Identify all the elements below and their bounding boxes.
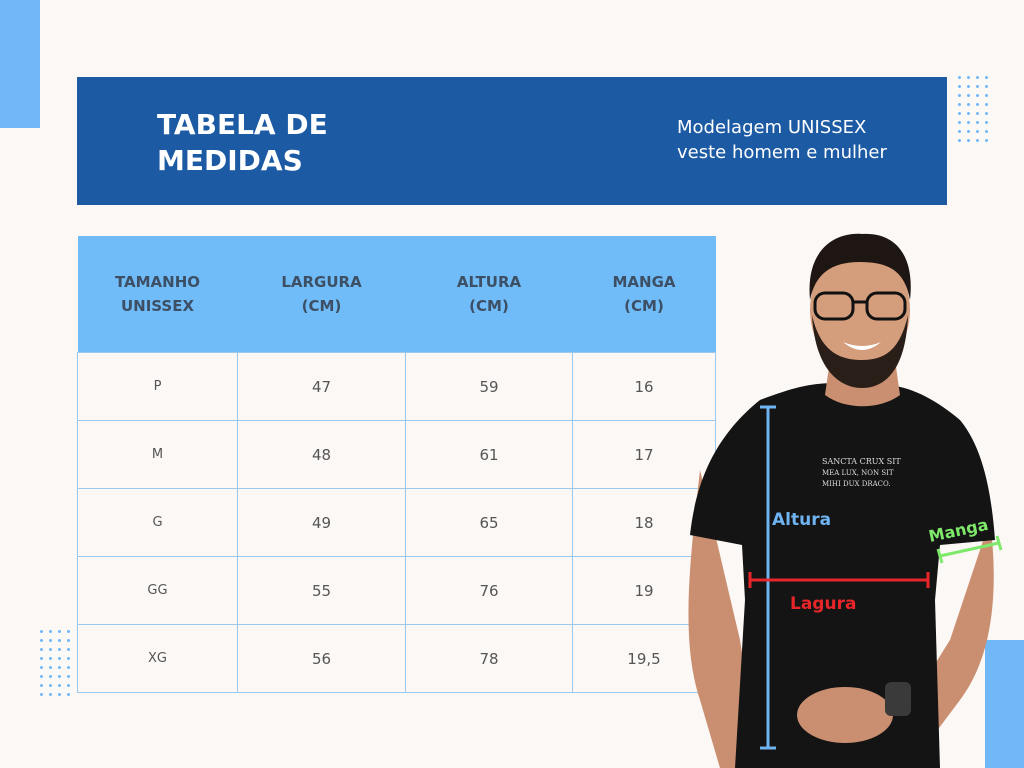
page-title: TABELA DE MEDIDAS bbox=[157, 108, 328, 177]
cell-width: 47 bbox=[238, 353, 406, 421]
table-row bbox=[78, 557, 716, 625]
cell-sleeve: 18 bbox=[573, 489, 716, 557]
table-row bbox=[78, 625, 716, 693]
cell-height: 78 bbox=[406, 625, 573, 693]
cell-width: 56 bbox=[238, 625, 406, 693]
cell-sleeve: 16 bbox=[573, 353, 716, 421]
cell-width: 55 bbox=[238, 557, 406, 625]
header-line: TAMANHO bbox=[114, 273, 201, 291]
table-row bbox=[78, 489, 716, 557]
header-line: (CM) bbox=[624, 297, 664, 315]
cell-size: M bbox=[78, 421, 238, 489]
watch-icon bbox=[885, 682, 911, 716]
cell-size: P bbox=[78, 353, 238, 421]
width-label: Lagura bbox=[790, 594, 857, 614]
cell-height: 65 bbox=[406, 489, 573, 557]
header-width bbox=[238, 236, 406, 353]
decor-block-top-left bbox=[0, 0, 40, 128]
cell-height: 76 bbox=[406, 557, 573, 625]
cell-sleeve: 17 bbox=[573, 421, 716, 489]
cell-height: 59 bbox=[406, 353, 573, 421]
shirt-print-line: MEA LUX, NON SIT bbox=[822, 469, 894, 477]
header-banner bbox=[77, 77, 947, 205]
shirt-print-line: SANCTA CRUX SIT bbox=[822, 457, 901, 466]
cell-size: XG bbox=[78, 625, 238, 693]
subtitle-line-1: Modelagem UNISSEX bbox=[677, 117, 867, 138]
cell-width: 49 bbox=[238, 489, 406, 557]
cell-width: 48 bbox=[238, 421, 406, 489]
sleeve-measure-cap bbox=[997, 536, 1001, 550]
sleeve-label: Manga bbox=[926, 514, 990, 546]
header-line: UNISSEX bbox=[120, 297, 195, 315]
header-line: LARGURA bbox=[281, 273, 362, 291]
table-header-row bbox=[78, 236, 716, 353]
table-row bbox=[78, 353, 716, 421]
cell-sleeve: 19 bbox=[573, 557, 716, 625]
header-line: (CM) bbox=[469, 297, 509, 315]
size-table bbox=[77, 236, 716, 693]
header-height bbox=[406, 236, 573, 353]
decor-dots-top-right bbox=[958, 76, 994, 148]
header-line: (CM) bbox=[301, 297, 342, 315]
model-hands bbox=[797, 687, 893, 743]
height-label: Altura bbox=[772, 510, 832, 530]
subtitle-line-2: veste homem e mulher bbox=[677, 142, 887, 163]
sleeve-measure-cap bbox=[938, 549, 942, 563]
cell-size: GG bbox=[78, 557, 238, 625]
cell-sleeve: 19,5 bbox=[573, 625, 716, 693]
header-size bbox=[78, 236, 238, 353]
header-line: MANGA bbox=[612, 273, 676, 291]
cell-height: 61 bbox=[406, 421, 573, 489]
shirt-print-line: MIHI DUX DRACO. bbox=[822, 480, 891, 488]
model-photo bbox=[680, 228, 1024, 768]
cell-size: G bbox=[78, 489, 238, 557]
table-row bbox=[78, 421, 716, 489]
decor-dots-bottom-left bbox=[40, 630, 76, 702]
header-subtitle bbox=[677, 115, 937, 165]
header-line: ALTURA bbox=[456, 273, 522, 291]
